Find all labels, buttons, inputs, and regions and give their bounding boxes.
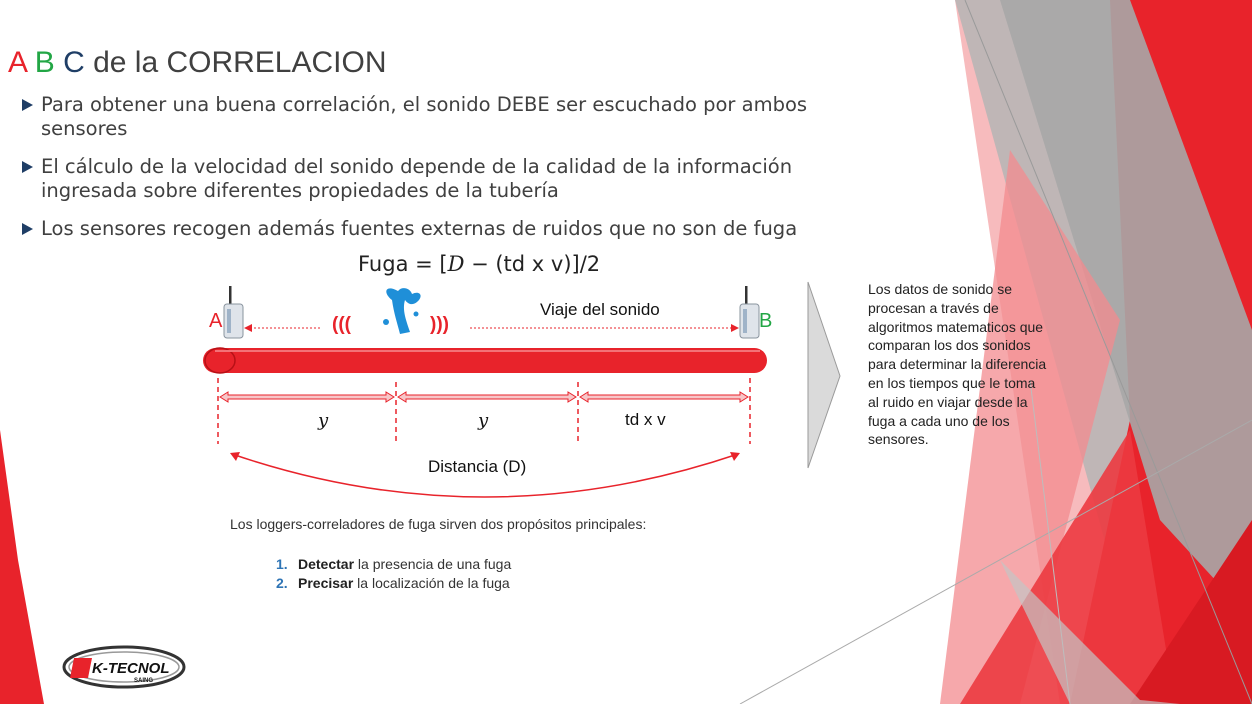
segment-3-label: td x v (625, 410, 666, 429)
segment-arrows (220, 392, 748, 402)
side-explanation: Los datos de sonido se procesan a través de algoritmos matematicos que comparan los dos sonidos para determinar la diferencia en los tiempos que le toma al ruido en viajar desde la fuga a cada uno de los sensores. (868, 281, 1047, 448)
sensor-b-label: B (759, 310, 773, 332)
list-bold: Detectar (298, 556, 355, 572)
formula-prefix: Fuga = [ (358, 252, 448, 276)
formula-suffix: − (td x v)]/2 (464, 252, 601, 276)
sensor-b-icon (740, 286, 759, 338)
list-item (276, 574, 511, 593)
sound-arrowhead-left-icon (244, 324, 252, 332)
formula-variable: D (447, 252, 465, 276)
bullet-text: Los sensores recogen además fuentes externas de ruidos que no son de fuga (41, 217, 798, 240)
title-letter-c: C (63, 46, 85, 79)
pipe (203, 348, 767, 373)
list-text: la localización de la fuga (353, 575, 510, 591)
purpose-list (276, 555, 511, 593)
list-item (276, 555, 511, 574)
distance-label: Distancia (D) (428, 457, 527, 476)
title-letter-a: A (8, 46, 27, 79)
list-bold: Precisar (298, 575, 354, 591)
logo-brand: K-TECNOL (92, 660, 170, 677)
logo-sub: SAING (134, 678, 154, 684)
segment-2-label: y (478, 410, 489, 431)
k-tecnol-logo (62, 644, 188, 692)
bullet-text: El cálculo de la velocidad del sonido depende de la calidad de la información ingresada sobre diferentes propiedades de la tubería (41, 155, 793, 202)
sensor-a-label: A (209, 310, 223, 332)
title-letter-b: B (34, 46, 55, 79)
bullet-text: Para obtener una buena correlación, el sonido DEBE ser escuchado por ambos sensores (41, 93, 808, 140)
title-rest: de la CORRELACION (93, 46, 387, 79)
sensor-a-icon (224, 286, 243, 338)
sound-travel-label: Viaje del sonido (540, 300, 660, 319)
sound-waves-left-icon: ((( (332, 314, 351, 335)
list-number: 2. (276, 575, 288, 591)
list-number: 1. (276, 556, 288, 572)
list-text: la presencia de una fuga (354, 556, 512, 572)
intro-text: Los loggers-correladores de fuga sirven dos propósitos principales: (230, 516, 647, 532)
chevron-right-icon (808, 282, 840, 468)
sound-arrowhead-right-icon (731, 324, 739, 332)
water-leak-icon (383, 288, 421, 334)
sound-waves-right-icon: ))) (430, 314, 449, 335)
segment-1-label: y (318, 410, 329, 431)
